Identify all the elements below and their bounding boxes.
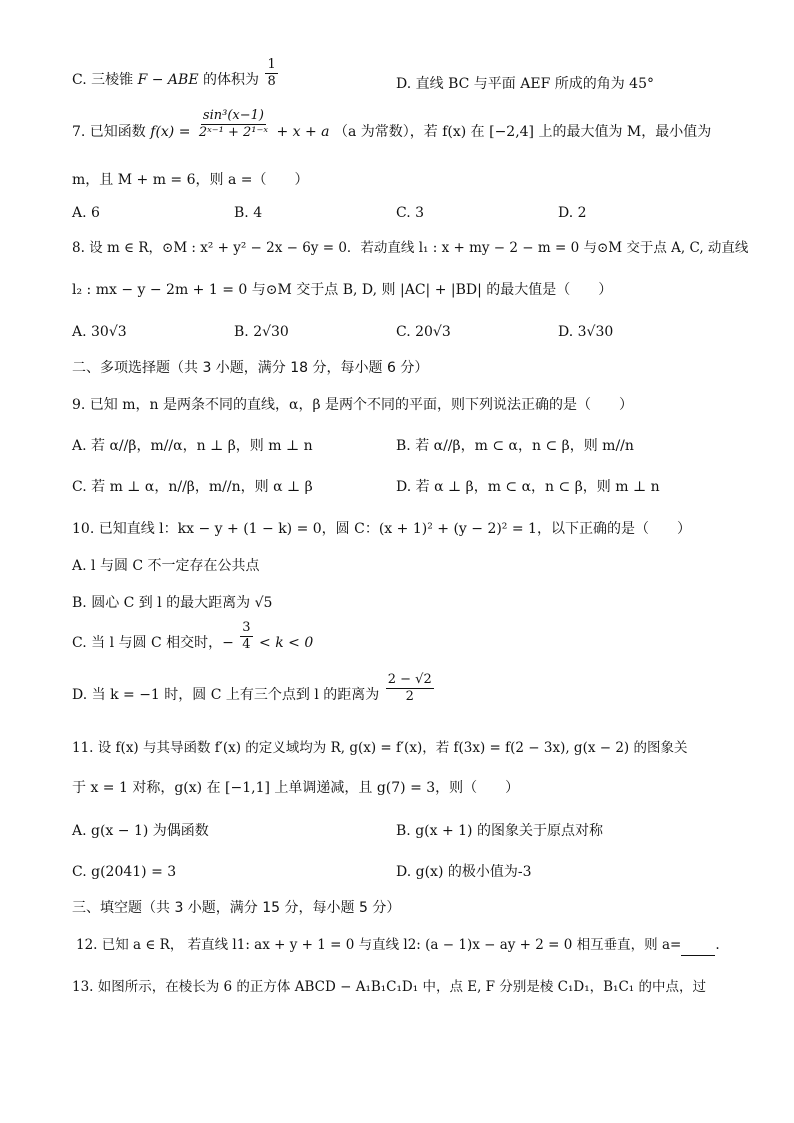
q13-stem-line1: 13. 如图所示，在棱长为 6 的正方体 ABCD − A₁B₁C₁D₁ 中，点 E, F 分别是棱 C₁D₁，B₁C₁ 的中点，过 xyxy=(72,979,706,995)
q7-option-c: C. 3 xyxy=(396,205,425,221)
q7-option-b: B. 4 xyxy=(234,205,263,221)
q8-option-b: B. 2√30 xyxy=(234,324,289,340)
fraction: $\frac{3}{4}$ xyxy=(242,619,251,652)
q11-option-d: D. g(x) 的极小值为-3 xyxy=(396,864,532,880)
q10-stem: 10. 已知直线 l：kx − y + (1 − k) = 0，圆 C：(x + 1)² + (y − 2)² = 1，以下正确的是（ ） xyxy=(72,521,691,537)
q11-stem-line1: 11. 设 f(x) 与其导函数 f′(x) 的定义域均为 R, g(x) = f′(x)，若 f(3x) = f(2 − 3x), g(x − 2) 的图象关 xyxy=(72,740,688,756)
q6-option-d: D. 直线 BC 与平面 AEF 所成的角为 45° xyxy=(396,76,654,92)
q10-option-b: B. 圆心 C 到 l 的最大距离为 √5 xyxy=(72,595,273,611)
q8-option-d: D. 3√30 xyxy=(558,324,614,340)
q8-stem-line1: 8. 设 m ∈ R，⊙M : x² + y² − 2x − 6y = 0．若动直线 l₁ : x + my − 2 − m = 0 与⊙M 交于点 A, C, 动直线 xyxy=(72,240,749,256)
q11-option-b: B. g(x + 1) 的图象关于原点对称 xyxy=(396,823,603,839)
q9-option-d: D. 若 α ⊥ β，m ⊂ α，n ⊂ β，则 m ⊥ n xyxy=(396,479,660,495)
answer-blank[interactable] xyxy=(681,935,715,956)
q9-option-a: A. 若 α//β，m//α，n ⊥ β，则 m ⊥ n xyxy=(72,438,313,454)
q11-option-a: A. g(x − 1) 为偶函数 xyxy=(72,823,209,839)
q10-option-c: C. 当 l 与圆 C 相交时，− $\frac{3}{4}$ < k < 0 xyxy=(72,619,314,652)
q7-option-a: A. 6 xyxy=(72,205,100,221)
q8-option-c: C. 20√3 xyxy=(396,324,451,340)
fraction: $\frac{2 - √2}{2}$ xyxy=(387,671,432,704)
q6-option-c: C. 三棱锥 F − ABE 的体积为 $\frac{1}{8}$ xyxy=(72,56,276,89)
fraction: $\frac{1}{8}$ xyxy=(267,56,276,89)
q9-stem: 9. 已知 m，n 是两条不同的直线，α，β 是两个不同的平面，则下列说法正确的是（ ） xyxy=(72,397,633,413)
q9-option-c: C. 若 m ⊥ α，n//β，m//n，则 α ⊥ β xyxy=(72,479,313,495)
q11-option-c: C. g(2041) = 3 xyxy=(72,864,177,880)
section-heading-fill-in: 三、填空题（共 3 小题，满分 15 分，每小题 5 分） xyxy=(72,900,401,916)
q8-stem-line2: l₂ : mx − y − 2m + 1 = 0 与⊙M 交于点 B, D, 则 |AC| + |BD| 的最大值是（ ） xyxy=(72,282,613,298)
q9-option-b: B. 若 α//β，m ⊂ α，n ⊂ β，则 m//n xyxy=(396,438,634,454)
q7-stem-line1: 7. 已知函数 f(x) = $\frac{\text{sin³(x−1)}}{\text{2ˣ⁻¹ + 2¹⁻ˣ}}$ + x + a （a 为常数），若 f(x) 在 [−2,4] 上的最大值为 M，最小值为 xyxy=(72,107,712,140)
q8-option-a: A. 30√3 xyxy=(72,324,127,340)
function-fraction: $\frac{\text{sin³(x−1)}}{\text{2ˣ⁻¹ + 2¹⁻ˣ}}$ xyxy=(198,107,268,140)
q7-option-d: D. 2 xyxy=(558,205,587,221)
q7-stem-line2: m，且 M + m = 6，则 a =（ ） xyxy=(72,172,309,188)
q11-stem-line2: 于 x = 1 对称，g(x) 在 [−1,1] 上单调递减，且 g(7) = 3，则（ ） xyxy=(72,780,520,796)
q12-stem: 12. 已知 a ∈ R， 若直线 l1: ax + y + 1 = 0 与直线 l2: (a − 1)x − ay + 2 = 0 相互垂直，则 a= . xyxy=(76,935,720,956)
q10-option-a: A. l 与圆 C 不一定存在公共点 xyxy=(72,558,260,574)
q10-option-d: D. 当 k = −1 时，圆 C 上有三个点到 l 的距离为 $\frac{2 - √2}{2}$ xyxy=(72,671,432,704)
section-heading-multi-choice: 二、多项选择题（共 3 小题，满分 18 分，每小题 6 分） xyxy=(72,360,429,376)
